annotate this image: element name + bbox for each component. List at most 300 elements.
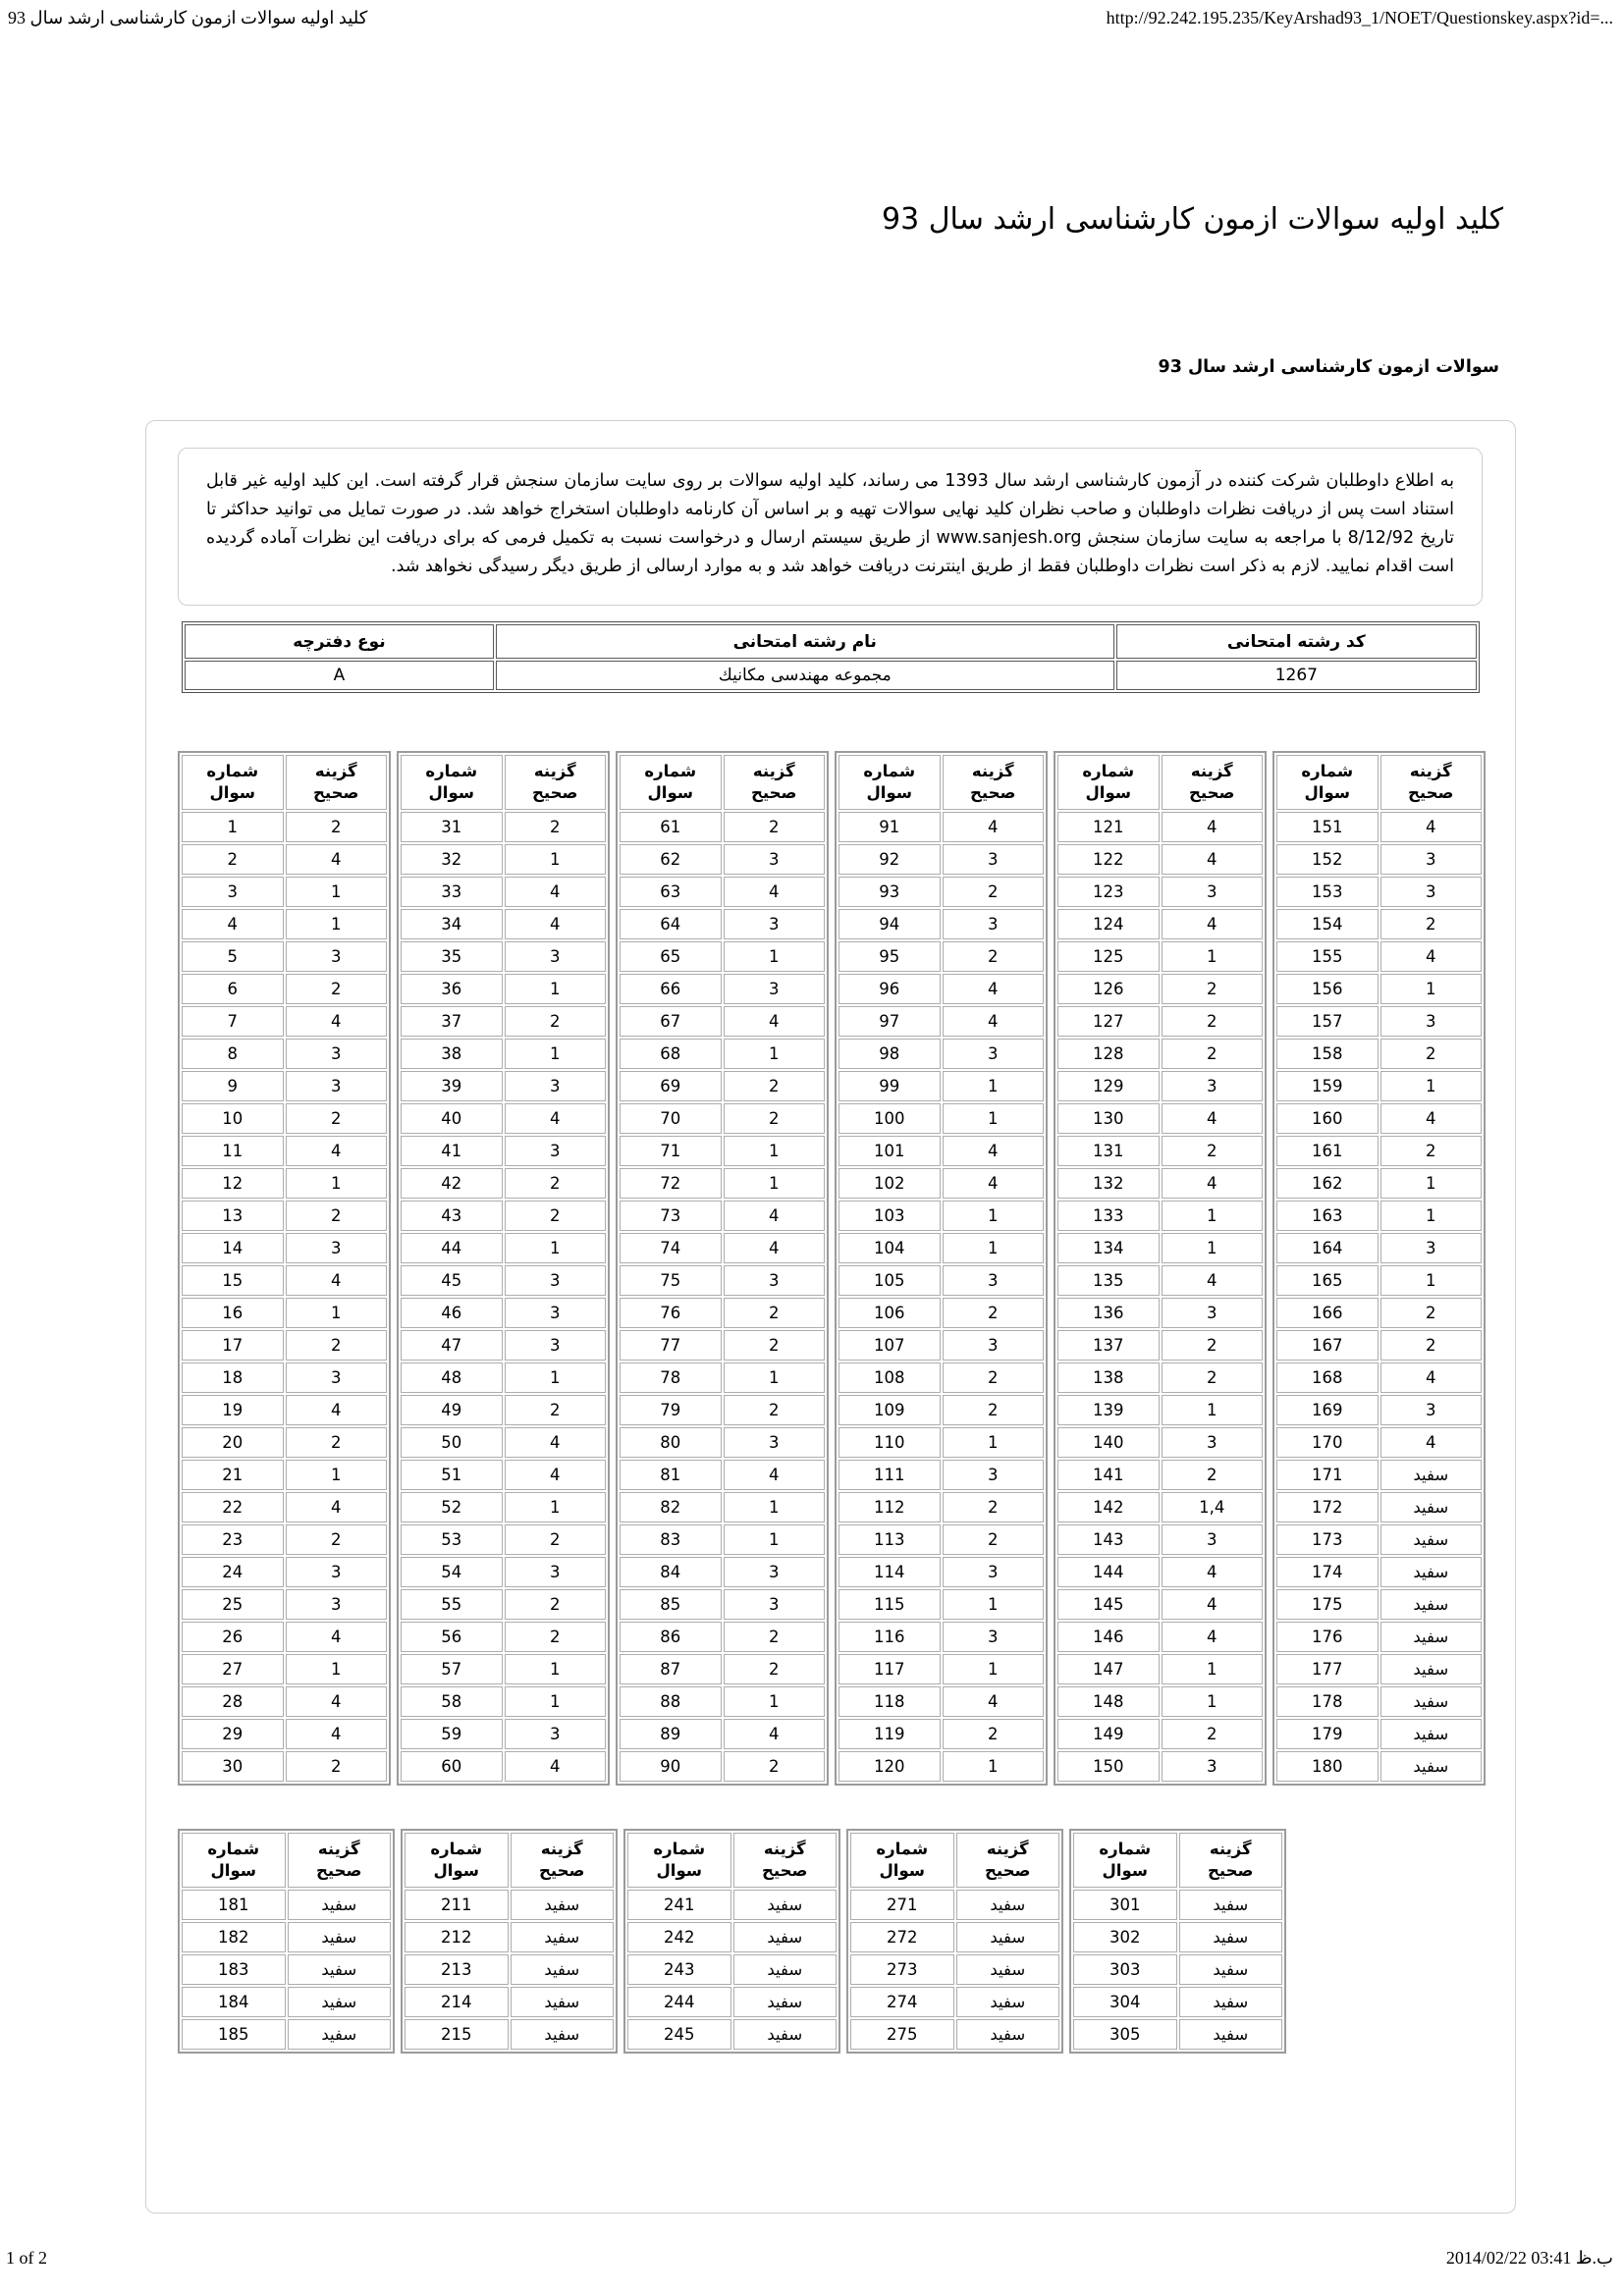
answer-cell: 3 <box>1162 1298 1264 1328</box>
answer-row <box>627 1987 837 2017</box>
answer-row <box>620 1654 825 1684</box>
question-number-cell: 45 <box>401 1265 503 1296</box>
question-number-cell: 275 <box>850 2019 954 2050</box>
question-number-cell: 156 <box>1276 974 1379 1004</box>
answer-row <box>839 1298 1044 1328</box>
answer-cell: 2 <box>724 1071 826 1101</box>
answer-row <box>182 1395 387 1425</box>
question-number-cell: 242 <box>627 1922 731 1952</box>
question-number-cell: 244 <box>627 1987 731 2017</box>
question-number-cell: 214 <box>405 1987 509 2017</box>
answer-cell: 2 <box>286 1524 388 1555</box>
question-number-cell: 274 <box>850 1987 954 2017</box>
question-number-cell: 97 <box>839 1006 941 1037</box>
question-number-cell: 17 <box>182 1330 284 1361</box>
question-number-cell: 178 <box>1276 1686 1379 1717</box>
answer-row <box>620 1330 825 1361</box>
answer-row <box>839 1719 1044 1749</box>
answer-key-table <box>178 751 391 1786</box>
answer-cell: 3 <box>724 1589 826 1620</box>
question-number-cell: 94 <box>839 909 941 939</box>
question-number-cell: 159 <box>1276 1071 1379 1101</box>
answer-cell: 2 <box>1162 1039 1264 1069</box>
answer-row <box>839 1136 1044 1166</box>
answer-cell: 2 <box>724 1395 826 1425</box>
answer-cell: 1 <box>943 1427 1045 1458</box>
answer-cell: 2 <box>505 1395 607 1425</box>
question-number-cell: 111 <box>839 1460 941 1490</box>
answer-cell: 3 <box>505 1330 607 1361</box>
question-number-cell: 113 <box>839 1524 941 1555</box>
answer-row <box>1276 1233 1482 1263</box>
answer-cell: 3 <box>724 1427 826 1458</box>
question-number-cell: 42 <box>401 1168 503 1199</box>
answer-cell: سفید <box>511 1954 615 1985</box>
question-number-cell: 149 <box>1057 1719 1160 1749</box>
question-number-cell: 91 <box>839 812 941 842</box>
question-number-cell: 58 <box>401 1686 503 1717</box>
answer-row <box>1276 1330 1482 1361</box>
question-number-cell: 37 <box>401 1006 503 1037</box>
question-number-cell: 181 <box>182 1890 286 1920</box>
answer-cell: 3 <box>943 1557 1045 1587</box>
answer-cell: 4 <box>943 974 1045 1004</box>
question-number-cell: 36 <box>401 974 503 1004</box>
answer-cell: 3 <box>1380 1395 1483 1425</box>
question-number-cell: 30 <box>182 1751 284 1782</box>
page-number: 1 of 2 <box>6 2248 47 2268</box>
question-number-header: شماره سوال <box>182 755 284 810</box>
answer-row <box>627 2019 837 2050</box>
answer-cell: 2 <box>724 1751 826 1782</box>
question-number-cell: 56 <box>401 1622 503 1652</box>
question-number-header: شماره سوال <box>405 1833 509 1888</box>
answer-cell: 4 <box>724 1006 826 1037</box>
answer-cell: 1 <box>724 1362 826 1393</box>
question-number-cell: 29 <box>182 1719 284 1749</box>
question-number-cell: 164 <box>1276 1233 1379 1263</box>
answer-cell: 1 <box>286 877 388 907</box>
question-number-cell: 2 <box>182 844 284 875</box>
question-number-cell: 31 <box>401 812 503 842</box>
answer-row <box>182 1136 387 1166</box>
question-number-cell: 107 <box>839 1330 941 1361</box>
answer-cell: 3 <box>1380 844 1483 875</box>
question-number-cell: 72 <box>620 1168 722 1199</box>
answer-row <box>839 1622 1044 1652</box>
answer-cell: سفید <box>288 2019 392 2050</box>
answer-cell: سفید <box>511 2019 615 2050</box>
answer-row <box>1276 1103 1482 1134</box>
answer-row <box>182 1751 387 1782</box>
question-number-header: شماره سوال <box>839 755 941 810</box>
answer-row <box>182 1362 387 1393</box>
question-number-cell: 142 <box>1057 1492 1160 1522</box>
answer-key-section-2 <box>178 1829 1486 2054</box>
answer-row <box>620 812 825 842</box>
answer-cell: 1 <box>286 909 388 939</box>
question-number-cell: 150 <box>1057 1751 1160 1782</box>
question-number-cell: 16 <box>182 1298 284 1328</box>
question-number-cell: 154 <box>1276 909 1379 939</box>
question-number-cell: 155 <box>1276 941 1379 972</box>
answer-cell: 2 <box>505 1006 607 1037</box>
answer-cell: 1 <box>1162 1201 1264 1231</box>
answer-row <box>1073 2019 1282 2050</box>
question-number-cell: 60 <box>401 1751 503 1782</box>
answer-cell: 2 <box>724 1103 826 1134</box>
answer-row <box>182 1427 387 1458</box>
correct-option-header: گزینه صحیح <box>1162 755 1264 810</box>
answer-row <box>401 1492 606 1522</box>
answer-row <box>850 1922 1059 1952</box>
answer-cell: 4 <box>943 1168 1045 1199</box>
question-number-cell: 82 <box>620 1492 722 1522</box>
answer-cell: 4 <box>1162 1265 1264 1296</box>
answer-cell: 3 <box>1162 1751 1264 1782</box>
answer-row <box>1276 1427 1482 1458</box>
question-number-cell: 38 <box>401 1039 503 1069</box>
question-number-header: شماره سوال <box>1057 755 1160 810</box>
question-number-header: شماره سوال <box>620 755 722 810</box>
correct-option-header: گزینه صحیح <box>1179 1833 1283 1888</box>
answer-cell: 2 <box>724 1622 826 1652</box>
answer-cell: 4 <box>943 1686 1045 1717</box>
question-number-cell: 115 <box>839 1589 941 1620</box>
answer-row <box>182 1654 387 1684</box>
question-number-cell: 98 <box>839 1039 941 1069</box>
answer-cell: 1 <box>1162 1686 1264 1717</box>
answer-row <box>182 1071 387 1101</box>
question-number-cell: 21 <box>182 1460 284 1490</box>
answer-row <box>1276 1395 1482 1425</box>
answer-key-table <box>1272 751 1486 1786</box>
answer-row <box>182 1890 391 1920</box>
answer-cell: 3 <box>724 909 826 939</box>
answer-row <box>401 1330 606 1361</box>
correct-option-header: گزینه صحیح <box>286 755 388 810</box>
answer-cell: 1 <box>724 1686 826 1717</box>
answer-row <box>839 1524 1044 1555</box>
page-title: کلید اولیه سوالات ازمون کارشناسی ارشد سال 93 <box>882 202 1503 237</box>
answer-row <box>839 1233 1044 1263</box>
print-header-url: http://92.242.195.235/KeyArshad93_1/NOET/Questionskey.aspx?id=... <box>1106 8 1613 27</box>
answer-cell: 1 <box>943 1071 1045 1101</box>
question-number-cell: 147 <box>1057 1654 1160 1684</box>
booklet-type-value: A <box>185 661 494 690</box>
answer-row <box>1057 1589 1263 1620</box>
question-number-cell: 81 <box>620 1460 722 1490</box>
answer-cell: 1 <box>505 1233 607 1263</box>
answer-cell: 4 <box>286 1136 388 1166</box>
answer-cell: 1 <box>943 1103 1045 1134</box>
question-number-cell: 85 <box>620 1589 722 1620</box>
question-number-cell: 215 <box>405 2019 509 2050</box>
answer-cell: 1 <box>1380 1201 1483 1231</box>
answer-row <box>401 1460 606 1490</box>
answer-row <box>850 1987 1059 2017</box>
answer-row <box>405 1890 614 1920</box>
answer-cell: 2 <box>286 1201 388 1231</box>
question-number-cell: 304 <box>1073 1987 1177 2017</box>
answer-row <box>620 1265 825 1296</box>
answer-row <box>182 1330 387 1361</box>
answer-row <box>401 1557 606 1587</box>
question-number-cell: 175 <box>1276 1589 1379 1620</box>
answer-cell: 1 <box>724 1492 826 1522</box>
answer-row <box>401 1071 606 1101</box>
answer-row <box>1276 1265 1482 1296</box>
question-number-cell: 272 <box>850 1922 954 1952</box>
question-number-cell: 66 <box>620 974 722 1004</box>
question-number-cell: 120 <box>839 1751 941 1782</box>
answer-row <box>839 812 1044 842</box>
answer-key-table <box>397 751 610 1786</box>
question-number-cell: 151 <box>1276 812 1379 842</box>
answer-row <box>1057 1362 1263 1393</box>
answer-cell: 1 <box>724 1168 826 1199</box>
answer-row <box>620 1233 825 1263</box>
question-number-cell: 185 <box>182 2019 286 2050</box>
answer-row <box>839 1492 1044 1522</box>
answer-row <box>1276 1039 1482 1069</box>
question-number-cell: 74 <box>620 1233 722 1263</box>
answer-cell: 1 <box>1162 1395 1264 1425</box>
answer-row <box>1057 1492 1263 1522</box>
answer-row <box>401 1654 606 1684</box>
answer-cell: 3 <box>1380 1233 1483 1263</box>
answer-row <box>627 1922 837 1952</box>
question-number-cell: 119 <box>839 1719 941 1749</box>
answer-row <box>401 1362 606 1393</box>
question-number-cell: 5 <box>182 941 284 972</box>
question-number-cell: 133 <box>1057 1201 1160 1231</box>
answer-row <box>620 1751 825 1782</box>
answer-cell: 4 <box>943 1136 1045 1166</box>
answer-row <box>1057 941 1263 972</box>
answer-row <box>620 1103 825 1134</box>
answer-row <box>839 1330 1044 1361</box>
answer-cell: 4 <box>505 909 607 939</box>
answer-row <box>620 1719 825 1749</box>
answer-key-table <box>616 751 829 1786</box>
answer-row <box>401 1103 606 1134</box>
answer-cell: سفید <box>1380 1751 1483 1782</box>
correct-option-header: گزینه صحیح <box>1380 755 1483 810</box>
answer-row <box>1073 1954 1282 1985</box>
print-footer <box>6 2248 1613 2269</box>
question-number-cell: 179 <box>1276 1719 1379 1749</box>
answer-cell: 3 <box>724 1557 826 1587</box>
answer-row <box>839 974 1044 1004</box>
answer-row <box>850 1890 1059 1920</box>
answer-cell: سفید <box>956 2019 1060 2050</box>
question-number-cell: 139 <box>1057 1395 1160 1425</box>
answer-row <box>1276 1557 1482 1587</box>
answer-row <box>620 941 825 972</box>
answer-cell: 1 <box>505 974 607 1004</box>
answer-cell: 1 <box>1380 1168 1483 1199</box>
question-number-cell: 26 <box>182 1622 284 1652</box>
answer-cell: 2 <box>286 1751 388 1782</box>
answer-row <box>620 1460 825 1490</box>
question-number-header: شماره سوال <box>182 1833 286 1888</box>
question-number-cell: 44 <box>401 1233 503 1263</box>
question-number-cell: 125 <box>1057 941 1160 972</box>
question-number-cell: 3 <box>182 877 284 907</box>
question-number-header: شماره سوال <box>850 1833 954 1888</box>
answer-cell: 2 <box>1380 1298 1483 1328</box>
answer-cell: 3 <box>943 1330 1045 1361</box>
answer-row <box>1057 812 1263 842</box>
answer-row <box>839 941 1044 972</box>
question-number-cell: 116 <box>839 1622 941 1652</box>
answer-row <box>401 1686 606 1717</box>
question-number-cell: 54 <box>401 1557 503 1587</box>
answer-row <box>839 1654 1044 1684</box>
question-number-cell: 305 <box>1073 2019 1177 2050</box>
question-number-cell: 212 <box>405 1922 509 1952</box>
question-number-cell: 171 <box>1276 1460 1379 1490</box>
answer-cell: 4 <box>1162 1589 1264 1620</box>
answer-row <box>620 1622 825 1652</box>
answer-cell: 1 <box>1162 1233 1264 1263</box>
question-number-cell: 145 <box>1057 1589 1160 1620</box>
answer-cell: 2 <box>1380 1039 1483 1069</box>
answer-row <box>627 1890 837 1920</box>
answer-cell: 2 <box>943 1395 1045 1425</box>
question-number-cell: 108 <box>839 1362 941 1393</box>
question-number-cell: 70 <box>620 1103 722 1134</box>
question-number-cell: 22 <box>182 1492 284 1522</box>
question-number-cell: 93 <box>839 877 941 907</box>
question-number-cell: 241 <box>627 1890 731 1920</box>
answer-row <box>182 877 387 907</box>
answer-cell: 4 <box>505 1103 607 1134</box>
question-number-cell: 118 <box>839 1686 941 1717</box>
question-number-cell: 73 <box>620 1201 722 1231</box>
question-number-cell: 25 <box>182 1589 284 1620</box>
answer-row <box>839 1168 1044 1199</box>
answer-cell: 3 <box>1380 877 1483 907</box>
question-number-cell: 243 <box>627 1954 731 1985</box>
answer-cell: 4 <box>1162 1622 1264 1652</box>
answer-row <box>839 1460 1044 1490</box>
answer-row <box>620 1395 825 1425</box>
question-number-cell: 15 <box>182 1265 284 1296</box>
question-number-cell: 50 <box>401 1427 503 1458</box>
question-number-cell: 71 <box>620 1136 722 1166</box>
answer-row <box>1057 1686 1263 1717</box>
answer-row <box>1276 1006 1482 1037</box>
answer-cell: 2 <box>505 1168 607 1199</box>
question-number-cell: 173 <box>1276 1524 1379 1555</box>
question-number-header: شماره سوال <box>1276 755 1379 810</box>
answer-cell: سفید <box>1380 1622 1483 1652</box>
answer-cell: 1 <box>1380 974 1483 1004</box>
question-number-cell: 135 <box>1057 1265 1160 1296</box>
answer-cell: 2 <box>286 1427 388 1458</box>
answer-row <box>1057 1039 1263 1069</box>
answer-cell: 1 <box>286 1298 388 1328</box>
question-number-cell: 12 <box>182 1168 284 1199</box>
answer-cell: 4 <box>943 812 1045 842</box>
answer-row <box>620 1006 825 1037</box>
answer-row <box>1073 1922 1282 1952</box>
answer-row <box>1276 1298 1482 1328</box>
answer-cell: 3 <box>724 844 826 875</box>
answer-row <box>620 1427 825 1458</box>
answer-cell: 4 <box>724 1201 826 1231</box>
question-number-cell: 68 <box>620 1039 722 1069</box>
answer-cell: 4 <box>1162 1168 1264 1199</box>
answer-row <box>850 2019 1059 2050</box>
answer-row <box>405 1922 614 1952</box>
answer-cell: 2 <box>724 812 826 842</box>
answer-cell: 4 <box>724 877 826 907</box>
answer-cell: سفید <box>511 1922 615 1952</box>
answer-cell: 1 <box>943 1201 1045 1231</box>
answer-row <box>401 909 606 939</box>
question-number-cell: 303 <box>1073 1954 1177 1985</box>
question-number-cell: 63 <box>620 877 722 907</box>
answer-cell: سفید <box>733 1890 838 1920</box>
answer-row <box>1057 1006 1263 1037</box>
answer-cell: سفید <box>511 1890 615 1920</box>
answer-cell: 4 <box>286 1686 388 1717</box>
answer-row <box>401 1039 606 1069</box>
answer-row <box>839 1039 1044 1069</box>
answer-row <box>1057 1330 1263 1361</box>
answer-key-table <box>846 1829 1063 2054</box>
answer-cell: 4 <box>286 1006 388 1037</box>
answer-cell: 3 <box>1162 1524 1264 1555</box>
question-number-cell: 102 <box>839 1168 941 1199</box>
answer-cell: سفید <box>1380 1686 1483 1717</box>
question-number-cell: 165 <box>1276 1265 1379 1296</box>
answer-cell: 3 <box>724 974 826 1004</box>
question-number-cell: 20 <box>182 1427 284 1458</box>
answer-row <box>839 877 1044 907</box>
answer-cell: سفید <box>1179 2019 1283 2050</box>
answer-cell: 4 <box>1380 941 1483 972</box>
question-number-cell: 57 <box>401 1654 503 1684</box>
question-number-cell: 152 <box>1276 844 1379 875</box>
question-number-header: شماره سوال <box>1073 1833 1177 1888</box>
correct-option-header: گزینه صحیح <box>943 755 1045 810</box>
answer-row <box>1057 844 1263 875</box>
question-number-cell: 13 <box>182 1201 284 1231</box>
question-number-cell: 161 <box>1276 1136 1379 1166</box>
question-number-cell: 10 <box>182 1103 284 1134</box>
answer-cell: 2 <box>1162 1460 1264 1490</box>
question-number-cell: 80 <box>620 1427 722 1458</box>
question-number-cell: 177 <box>1276 1654 1379 1684</box>
question-number-cell: 19 <box>182 1395 284 1425</box>
answer-row <box>839 1751 1044 1782</box>
question-number-cell: 24 <box>182 1557 284 1587</box>
question-number-cell: 121 <box>1057 812 1160 842</box>
question-number-cell: 69 <box>620 1071 722 1101</box>
answer-cell: 2 <box>1162 1719 1264 1749</box>
answer-row <box>620 1492 825 1522</box>
answer-cell: 2 <box>943 1492 1045 1522</box>
answer-row <box>182 2019 391 2050</box>
question-number-cell: 18 <box>182 1362 284 1393</box>
question-number-cell: 48 <box>401 1362 503 1393</box>
answer-cell: 2 <box>724 1654 826 1684</box>
answer-cell: 3 <box>943 1622 1045 1652</box>
